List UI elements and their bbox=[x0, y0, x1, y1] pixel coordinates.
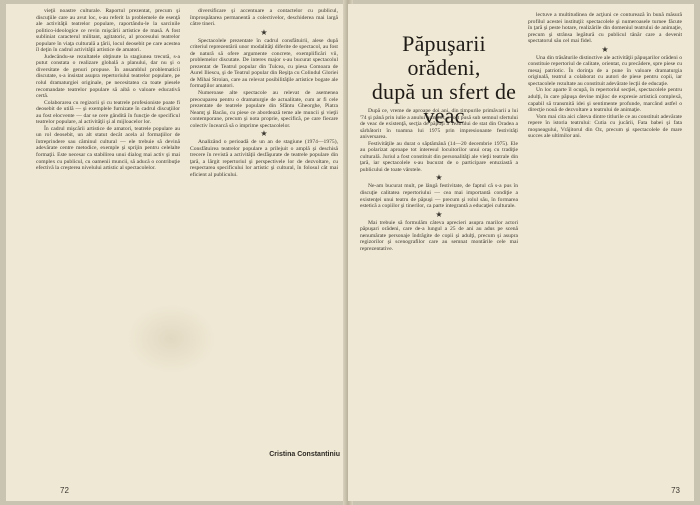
paragraph: Analizând o perioadă de un an de stagiune (1974—1975), Consfătuirea teatrelor populare a prilejuit o amplă şi deschisă trecere în revistă a activităţii desfăşurate de teatrele populare din ţară, a lărgit repertoriul şi perspectivele lor de dezvoltare, cu respectarea specificului lor artistic şi cultural, în folosul cât mai eficient al publicului. bbox=[190, 139, 338, 179]
paragraph: Una din trăsăturile distinctive ale activităţii păpuşarilor orădeni o constituie repertoriul de calitate, orientat, cu precădere, spre piese cu mesaj patriotic. În dorinţa de a pune în valoare dramaturgia originală, teatrul a colaborat cu autori de piese pentru copii, iar spectacolele rezultate au constituit adevărate lecţii de educaţie. bbox=[528, 54, 682, 87]
paragraph: lectuve a multitudinea de acţiuni ce conturează în bună măsură profilul acestei instituţii: spectacolele şi numeroasele turnee făcute în ţară şi peste hotare, realizările din domeniul teatrului de animaţie, precum şi strânsa legătură cu publicul tânăr care a devenit spectatorul său cel mai fidel. bbox=[528, 12, 682, 45]
page-number: 72 bbox=[60, 486, 69, 495]
paragraph: Mai trebuie să formulăm câteva aprecieri asupra marilor actori păpuşari orădeni, care de-a lungul a 25 de ani au adus pe scenă nenumărate personaje îndrăgite de copii şi adulţi, precum şi asupra regizorilor şi scenografilor care au semnat montările cele mai reprezentative. bbox=[360, 219, 518, 252]
paragraph: Un loc aparte îl ocupă, în repertoriul secţiei, spectacolele pentru adulţi, în care păpuşa devine mijloc de expresie artistică complexă, capabil să transmită idei şi sentimente profunde, marcând astfel o direcţie nouă de dezvoltare a teatrului de animaţie. bbox=[528, 87, 682, 114]
paragraph: După ce, vreme de aproape doi ani, din timpurile primăvarii a lui '74 şi până prin iulie a anului următor, a fost pusă sub semnul sfertului de veac de existenţă, secţia de păpuşi a Teatrului de stat din Oradea a sărbătorit în toamna lui 1975 prin impresionante festivităţi aniversarea. bbox=[360, 108, 518, 141]
title-line-1: Păpuşarii orădeni, bbox=[402, 31, 486, 80]
right-column-1 bbox=[360, 108, 518, 490]
section-star: ★ bbox=[260, 129, 268, 139]
paragraph: Judecându-se rezultatele obţinute la stagiunea trecută, s-a putut constata o realizare globală a planului, dar nu şi o diversitate de genuri propuse. În ansamblul problematicii discutate, s-a insistat asupra repertoriului teatrelor populare, pe rolul dramaturgiei originale, pe necesitatea ca toate piesele recomandate teatrelor populare să aibă o valoare educativă certă. bbox=[36, 53, 180, 100]
paragraph: diversificare şi accentuare a contactelor cu publicul, împrospătarea permanentă a colectivelor, deschiderea mai largă către tineri. bbox=[190, 8, 338, 28]
paragraph: Ne-am bucurat mult, pe lângă festivitate, de faptul că s-a pus în discuţie calitatea repertoriului — cea mai importantă condiţie a existenţei unui teatru de păpuşi — precum şi rolul său, în formarea estetică a copiilor şi tinerilor, ca parte integrantă a educaţiei culturale. bbox=[360, 183, 518, 210]
paragraph: Festivităţile au durat o săptămână (14—20 decembrie 1975). Ele au polarizat aproape tot interesul locuitorilor unui oraş cu tradiţie culturală. Juriul a fost constituit din personalităţi ale vieţii teatrale din ţară, iar spectacolele s-au bucurat de o participare entuziastă a publicului de toate vârstele. bbox=[360, 140, 518, 173]
right-page bbox=[348, 4, 694, 501]
paragraph: În cadrul mişcării artistice de amatori, teatrele populare au un rol deosebit, un alt statut decât acela al formaţiilor de întreprindere sau căminul cultural — ele trebuie să devină adevărate centre metodice, exemple şi sprijin pentru celelalte formaţii. Este necesar ca stabilirea unui dialog mai activ şi mai complex cu publicul, cu oamenii muncii, să aducă o contribuţie efectivă la creşterea nivelului artistic al spectacolelor. bbox=[36, 125, 180, 172]
paragraph: vieţii noastre culturale. Raportul prezentat, precum şi discuţiile care au avut loc, s-au referit la problemele de esenţă ale activităţii teatrelor populare, raportându-le la sarcinile politico-ideologice ce revin mişcării artistice de masă. A fost subliniat caracterul militant, agitatoric, al procesului teatrelor populare în viaţa culturală a ţării, locul deosebit pe care acestea îl deţin în cadrul activităţii artistice de amatori. bbox=[36, 8, 180, 54]
left-column-1 bbox=[36, 8, 180, 490]
paragraph: Spectacolele prezentate în cadrul consfătuirii, alese după criteriul reprezentării unor modalităţi diferite de spectacol, au fost de natură să ofere argumente concrete, exemplificări vii, problemelor discutate. De interes major s-au bucurat spectacolul prezentat de Teatrul popular din Tulcea, cu piesa Comoara de Aurel Iliescu, şi de Teatrul popular din Reşiţa cu Colindul Gloriei de Mihai Stroian, care au relevat posibilităţile artistice bogate ale formaţiilor amatori. bbox=[190, 37, 338, 90]
right-column-2 bbox=[528, 12, 682, 490]
paragraph: Numeroase alte spectacole au relevat de asemenea preocuparea pentru o dramaturgie de actualitate, cum ar fi cele prezentate de teatrele populare din Sfântu Gheorghe, Piatra Neamţ şi Bacău, cu piese ce abordează teme ale muncii şi vieţii contemporane, precum şi nota proprie, specifică, pe care fiecare colectiv încearcă să o imprime spectacolelor. bbox=[190, 90, 338, 129]
left-page bbox=[6, 4, 347, 501]
section-star: ★ bbox=[260, 27, 268, 37]
section-star: ★ bbox=[435, 209, 443, 219]
title-line-2: după un sfert de veac bbox=[371, 79, 517, 128]
page-number: 73 bbox=[671, 486, 680, 495]
section-star: ★ bbox=[601, 44, 609, 54]
paragraph: Colaborarea cu regizorii şi cu teatrele profesioniste poate fi deosebit de utilă — şi exemplele furnizate în cadrul discuţiilor au fost elocvente — dar se cere gândită în funcţie de specificul teatrelor populare, al activităţii şi al mijloacelor lor. bbox=[36, 99, 180, 126]
section-star: ★ bbox=[435, 173, 443, 183]
paragraph: Vom mai cita aici câteva dintre titlurile ce au constituit adevărate repere în istoria teatrului: Cutia cu jucării, Fata babei şi fata moşneagului, Vrăjitorul din Oz, precum şi spectacolele de mare succes ale ultimilor ani. bbox=[528, 113, 682, 140]
left-column-2 bbox=[190, 8, 338, 448]
article-author: Cristina Constantiniu bbox=[269, 451, 340, 458]
